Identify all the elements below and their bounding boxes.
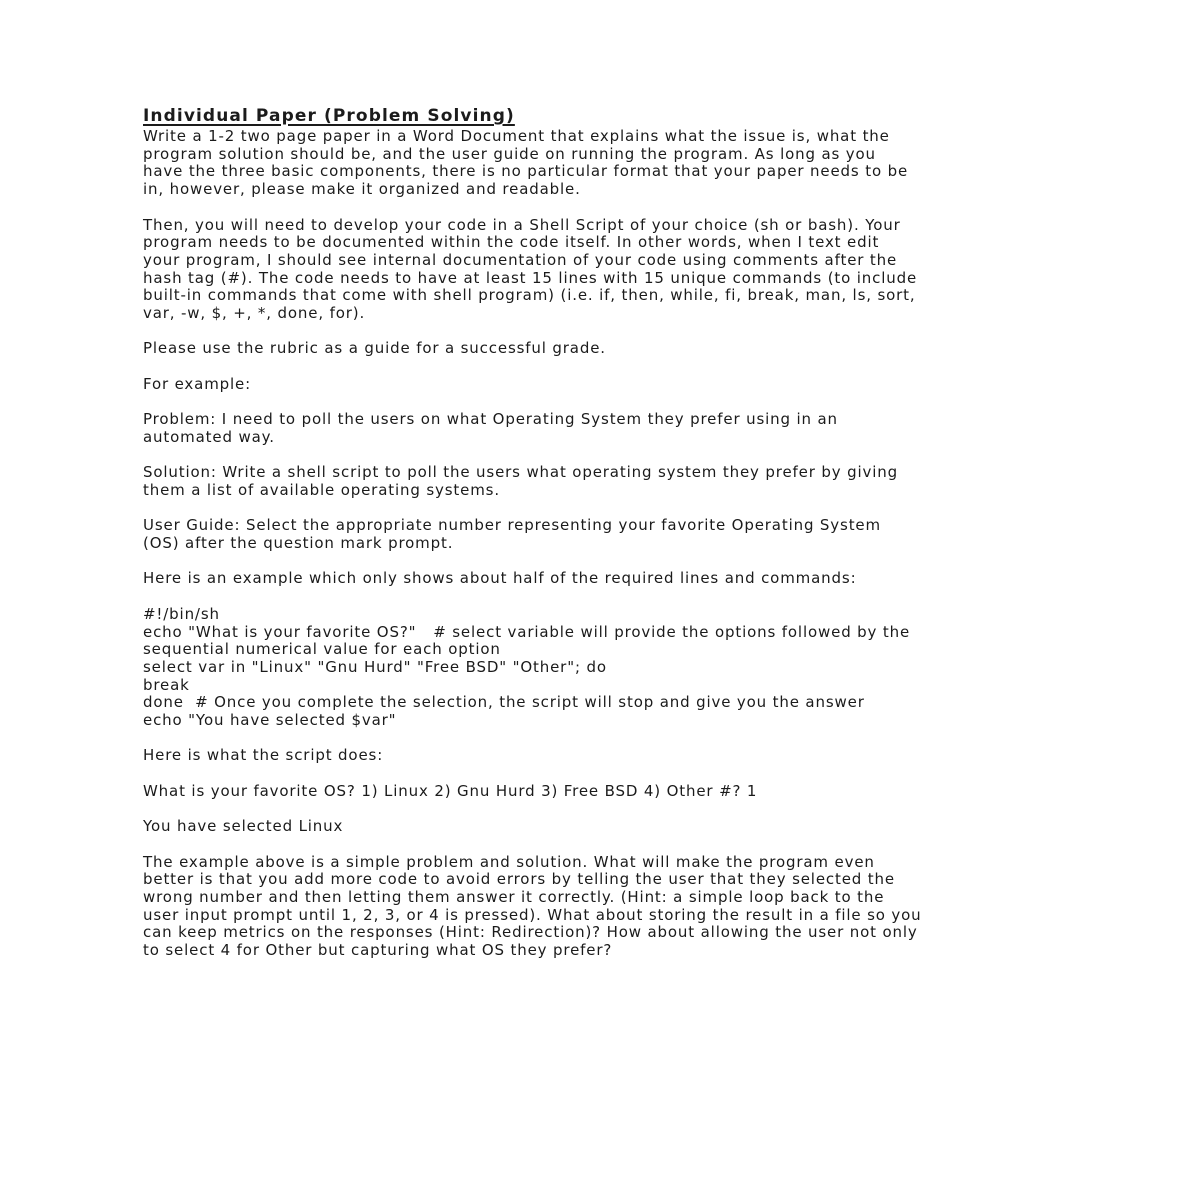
example-intro-paragraph: Here is an example which only shows about half of the required lines and commands: <box>143 569 857 588</box>
script-result-output-line: You have selected Linux <box>143 817 344 836</box>
page-title: Individual Paper (Problem Solving) <box>143 106 515 126</box>
closing-paragraph: The example above is a simple problem and solution. What will make the program even better is that you add more code to avoid errors by telling the user that they selected the wrong number and then letting them answer it correctly. (Hint: a simple loop back to the user input prompt until 1, 2, 3, or 4 is pressed). What about storing the result in a file so you can keep metrics on the responses (Hint: Redirection)? How about allowing the user not only to select 4 for Other but capturing what OS they prefer? <box>143 852 922 960</box>
script-output-intro-paragraph: Here is what the script does: <box>143 746 384 765</box>
rubric-note-paragraph: Please use the rubric as a guide for a successful grade. <box>143 339 606 358</box>
problem-statement-paragraph: Problem: I need to poll the users on what Operating System they prefer using in an automated way. <box>143 410 838 446</box>
intro-paragraph: Write a 1-2 two page paper in a Word Document that explains what the issue is, what the program solution should be, and the user guide on running the program. As long as you have the three basic components, there is no particular format that your paper needs to be in, however, please make it organized and readable. <box>143 127 909 199</box>
shell-script-requirements-paragraph: Then, you will need to develop your code in a Shell Script of your choice (sh or bash). Your program needs to be documented within the code itself. In other words, when I text edit your program, I should see internal documentation of your code using comments after the hash tag (#). The code needs to have at least 15 lines with 15 unique commands (to include built-in commands that come with shell program) (i.e. if, then, while, fi, break, man, ls, sort, var, -w, $, +, *, done, for). <box>143 215 918 323</box>
script-prompt-output-line: What is your favorite OS? 1) Linux 2) Gnu Hurd 3) Free BSD 4) Other #? 1 <box>143 781 758 800</box>
user-guide-paragraph: User Guide: Select the appropriate number representing your favorite Operating System (OS) after the question mark prompt. <box>143 516 881 553</box>
code-block: #!/bin/sh echo "What is your favorite OS?" # select variable will provide the options followed by the sequential numerical value for each option select var in "Linux" "Gnu Hurd" "Free BSD" "Other"; do break done # Once you complete the selection, the script will stop and give you the answer echo "You have selected $var" <box>143 604 911 730</box>
document-page <box>143 106 1083 960</box>
for-example-label: For example: <box>143 374 252 393</box>
solution-statement-paragraph: Solution: Write a shell script to poll the users what operating system they prefer by giving them a list of available operating systems. <box>143 463 898 499</box>
